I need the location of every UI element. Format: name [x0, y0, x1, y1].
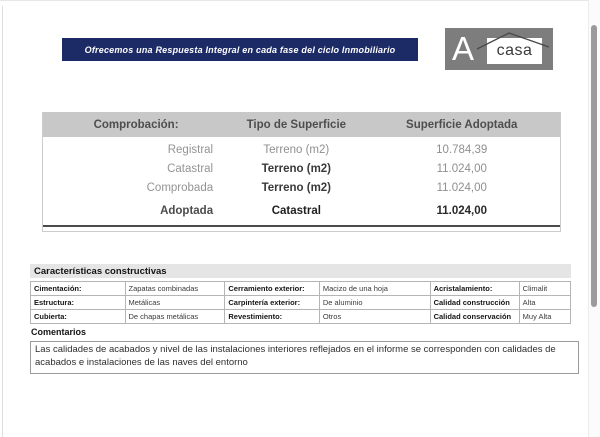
carac-value: De chapas metálicas [126, 310, 226, 324]
vertical-scrollbar[interactable] [588, 0, 600, 437]
cell-superficie: 11.024,00 [436, 162, 487, 175]
table-row [43, 178, 560, 197]
page-top-border [0, 0, 600, 1]
carac-label: Revestimiento: [225, 310, 320, 324]
company-logo [445, 28, 553, 70]
cell-comprobacion: Adoptada [160, 204, 214, 217]
column-header-superficie: Superficie Adoptada [406, 118, 518, 131]
table-bottom-rule [43, 225, 560, 227]
carac-value: Alta [520, 296, 571, 310]
cell-comprobacion: Registral [167, 143, 214, 156]
carac-value: Otros [320, 310, 431, 324]
carac-value: De aluminio [320, 296, 431, 310]
caracteristicas-header-bar [30, 264, 571, 278]
logo-word: casa [487, 38, 542, 64]
cell-superficie: 10.784,39 [436, 143, 488, 156]
superficie-table-header [43, 112, 560, 137]
cell-comprobacion: Catastral [167, 162, 214, 175]
superficie-table [42, 112, 561, 232]
carac-value: Climalit [520, 282, 571, 296]
logo-letter: A [452, 30, 475, 67]
house-roof-icon [473, 28, 553, 52]
table-row [43, 159, 560, 178]
carac-value: Zapatas combinadas [126, 282, 226, 296]
carac-label: Cerramiento exterior: [225, 282, 320, 296]
carac-label: Calidad construcción [431, 296, 520, 310]
cell-tipo: Terreno (m2) [263, 143, 330, 156]
cell-superficie: 11.024,00 [436, 204, 487, 217]
page-left-border [2, 6, 3, 437]
cell-tipo: Terreno (m2) [261, 181, 332, 194]
carac-label: Cubierta: [31, 310, 126, 324]
slogan-text: Ofrecemos una Respuesta Integral en cada fase del ciclo Inmobiliario [84, 44, 396, 55]
column-header-comprobacion: Comprobación: [93, 118, 179, 131]
table-row [43, 140, 560, 159]
slogan-banner [62, 38, 418, 61]
comentarios-text: Las calidades de acabados y nivel de las instalaciones interiores reflejados en el informe se corresponden con calidades de acabados e instalaciones de las naves del entorno [35, 344, 556, 368]
cell-tipo: Catastral [271, 204, 321, 217]
carac-label: Acristalamiento: [431, 282, 520, 296]
carac-value: Muy Alta [520, 310, 571, 324]
cell-superficie: 11.024,00 [436, 181, 487, 194]
caracteristicas-section [30, 264, 571, 324]
cell-comprobacion: Comprobada [146, 181, 214, 194]
caracteristicas-table [30, 281, 571, 324]
comentarios-title: Comentarios [31, 327, 87, 337]
caracteristicas-title: Características constructivas [34, 265, 167, 277]
carac-label: Estructura: [31, 296, 126, 310]
carac-value: Macizo de una hoja [320, 282, 431, 296]
table-row-adoptada [43, 197, 560, 222]
carac-label: Cimentación: [31, 282, 126, 296]
column-header-tipo: Tipo de Superficie [246, 118, 347, 131]
superficie-table-body [43, 137, 560, 227]
carac-label: Carpintería exterior: [225, 296, 320, 310]
carac-value: Metálicas [126, 296, 226, 310]
carac-label: Calidad conservación [431, 310, 520, 324]
scrollbar-thumb[interactable] [591, 25, 597, 307]
comentarios-box [30, 341, 579, 374]
cell-tipo: Terreno (m2) [261, 162, 332, 175]
